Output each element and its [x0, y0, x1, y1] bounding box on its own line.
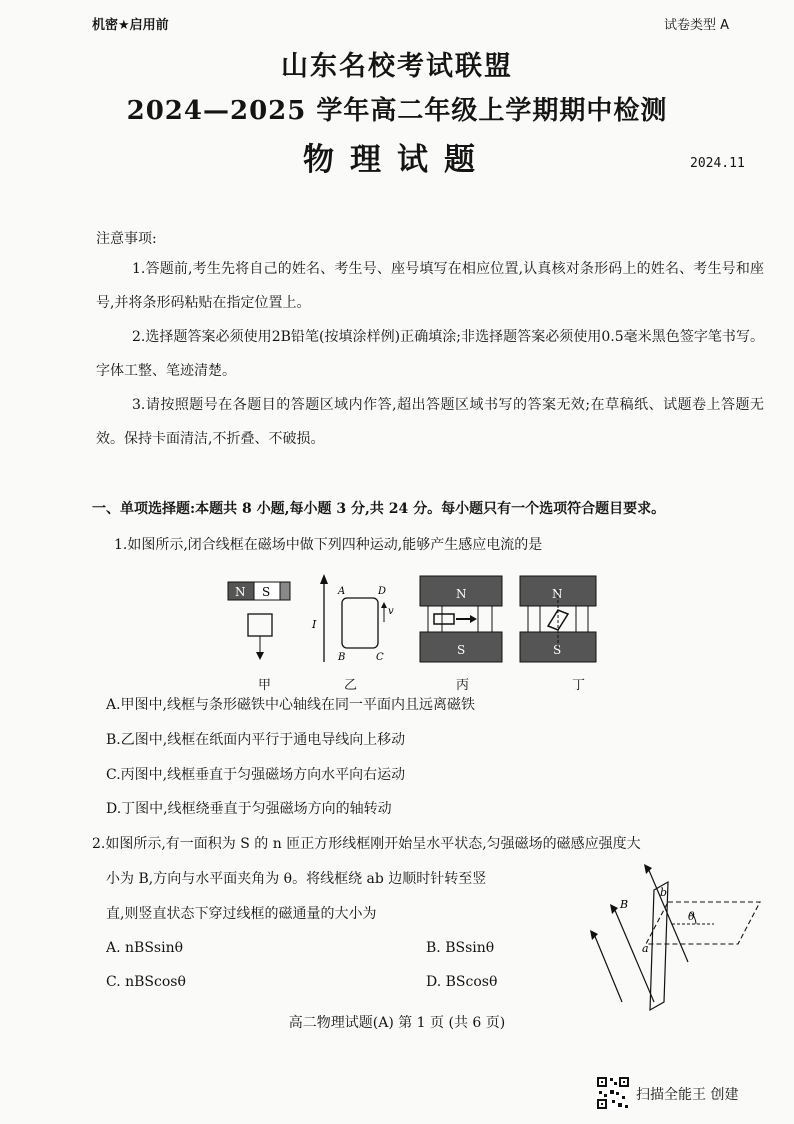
- vertex-c: C: [376, 652, 384, 663]
- notice-item-1: 1.答题前,考生先将自己的姓名、考生号、座号填写在相应位置,认真核对条形码上的姓名、考生号和座号,并将条形码粘贴在指定位置上。: [96, 261, 764, 311]
- question-2-stem-line2: 小为 B,方向与水平面夹角为 θ。将线框绕 ab 边顺时针转至竖: [106, 871, 487, 887]
- figure-label-yi: 乙: [344, 678, 358, 693]
- figure-ding: [520, 576, 596, 662]
- scanner-watermark: 扫描全能王 创建: [636, 1087, 739, 1103]
- notice-item-3: 3.请按照题号在各题目的答题区域内作答,超出答题区域书写的答案无效;在草稿纸、试题卷上答题无效。保持卡面清洁,不折叠、不破损。: [96, 397, 764, 447]
- question-2-stem-line3: 直,则竖直状态下穿过线框的磁通量的大小为: [106, 906, 377, 922]
- vertex-a: A: [338, 586, 346, 597]
- exam-union-title: 山东名校考试联盟: [281, 51, 513, 82]
- pole-s-label: S: [457, 643, 466, 657]
- section-heading: 一、单项选择题:本题共 8 小题,每小题 3 分,共 24 分。每小题只有一个选项符合题目要求。: [92, 501, 666, 517]
- question-2-stem-line1: 2.如图所示,有一面积为 S 的 n 匝正方形线框刚开始呈水平状态,匀强磁场的磁感应强度大: [92, 836, 641, 852]
- vertex-b: B: [338, 652, 346, 663]
- q1-option-a: A.甲图中,线框与条形磁铁中心轴线在同一平面内且远离磁铁: [106, 697, 476, 713]
- q2-option-d: D. BScosθ: [426, 974, 498, 990]
- magnet-n-label: N: [235, 585, 246, 599]
- q2-option-c: C. nBScosθ: [106, 974, 186, 990]
- figure-label-jia: 甲: [258, 678, 272, 693]
- theta-label: θ: [688, 910, 695, 923]
- vertex-d: D: [378, 586, 387, 597]
- field-b-label: B: [620, 898, 629, 911]
- exam-session-title: 2024—2025 学年高二年级上学期期中检测: [126, 96, 668, 126]
- q2-option-b: B. BSsinθ: [426, 940, 495, 956]
- notice-item-2: 2.选择题答案必须使用2B铅笔(按填涂样例)正确填涂;非选择题答案必须使用0.5毫米黑色签字笔书写。字体工整、笔迹清楚。: [96, 329, 764, 379]
- pole-n-label-2: N: [552, 587, 563, 601]
- magnet-s-label: S: [262, 585, 271, 599]
- vertex-b-label: b: [660, 886, 668, 899]
- paper-type-label: 试卷类型 A: [664, 18, 730, 33]
- subject-title: 物理试题: [303, 142, 491, 178]
- confidential-label: 机密★启用前: [92, 18, 169, 33]
- q2-option-a: A. nBSsinθ: [106, 940, 184, 956]
- figure-jia: [228, 582, 290, 660]
- exam-date: 2024.11: [690, 156, 745, 171]
- question-1-stem: 1.如图所示,闭合线框在磁场中做下列四种运动,能够产生感应电流的是: [114, 537, 543, 553]
- figure-label-ding: 丁: [572, 678, 586, 693]
- figure-yi: [311, 574, 394, 663]
- pole-s-label-2: S: [553, 643, 562, 657]
- question-1-figure: [220, 570, 600, 690]
- q1-option-b: B.乙图中,线框在纸面内平行于通电导线向上移动: [106, 732, 406, 748]
- question-2-figure: [588, 862, 764, 1012]
- qr-code-icon: [596, 1076, 630, 1110]
- q1-option-d: D.丁图中,线框绕垂直于匀强磁场方向的轴转动: [106, 801, 392, 817]
- velocity-label: v: [388, 606, 394, 617]
- figure-bing: [420, 576, 502, 662]
- notice-title: 注意事项:: [96, 231, 157, 247]
- pole-n-label: N: [456, 587, 467, 601]
- current-label: I: [312, 618, 317, 631]
- page-footer: 高二物理试题(A) 第 1 页 (共 6 页): [288, 1015, 506, 1031]
- figure-label-bing: 丙: [456, 678, 470, 693]
- vertex-a-label: a: [642, 942, 649, 955]
- q1-option-c: C.丙图中,线框垂直于匀强磁场方向水平向右运动: [106, 767, 406, 783]
